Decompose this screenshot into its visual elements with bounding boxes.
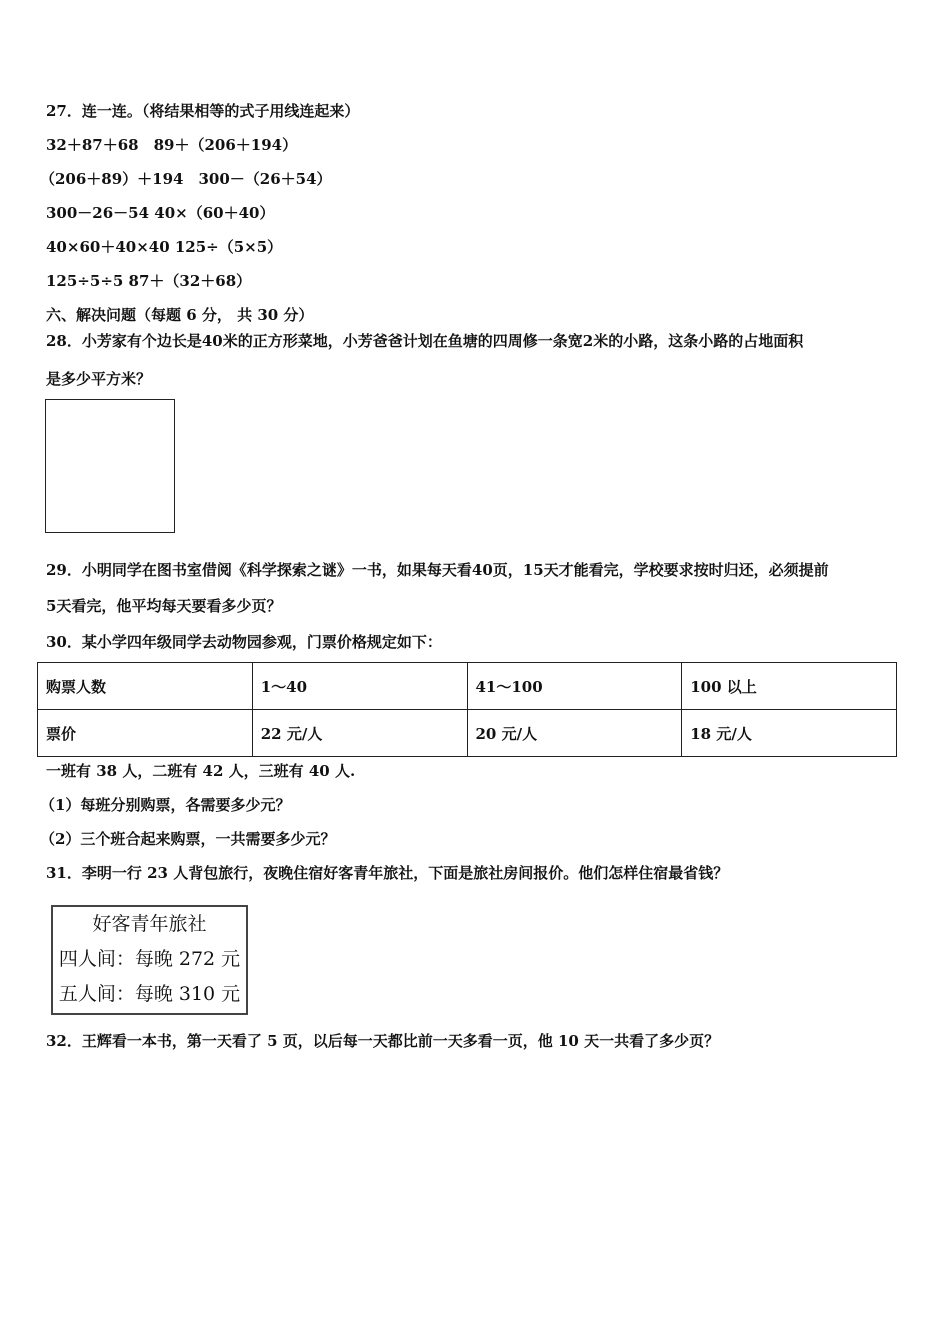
q27-row: 125÷5÷5 87＋（32＋68） — [46, 272, 252, 290]
table-cell: 18 元/人 — [682, 710, 897, 757]
table-cell: 22 元/人 — [252, 710, 467, 757]
q31-title: 31．李明一行 23 人背包旅行，夜晚住宿好客青年旅社，下面是旅社房间报价。他们怎样住宿最省钱？ — [46, 864, 729, 882]
table-cell: 票价 — [38, 710, 253, 757]
table-cell: 购票人数 — [38, 663, 253, 710]
q27-title: 27．连一连。（将结果相等的式子用线连起来） — [46, 102, 360, 120]
table-cell: 1～40 — [252, 663, 467, 710]
q27-row: 300－26－54 40×（60＋40） — [46, 204, 275, 222]
q27-row: 40×60＋40×40 125÷（5×5） — [46, 238, 283, 256]
hostel-price-sign — [51, 905, 248, 1015]
q30-info: 一班有 38 人，二班有 42 人，三班有 40 人. — [46, 762, 356, 780]
q30-title: 30．某小学四年级同学去动物园参观，门票价格规定如下： — [46, 633, 442, 651]
table-cell: 41～100 — [467, 663, 682, 710]
sign-title: 好客青年旅社 — [92, 913, 207, 935]
ticket-price-table — [37, 662, 897, 757]
q32-text: 32．王辉看一本书，第一天看了 5 页，以后每一天都比前一天多看一页，他 10 天一共看了多少页？ — [46, 1032, 720, 1050]
sign-line: 四人间：每晚 272 元 — [58, 948, 241, 970]
q27-row: （206＋89）＋194 300－（26＋54） — [40, 170, 332, 188]
square-field-diagram — [45, 399, 175, 533]
q30-sub: （2）三个班合起来购票，一共需要多少元？ — [40, 830, 336, 848]
table-row — [38, 710, 897, 757]
q28-text: 28．小芳家有个边长是40米的正方形菜地，小芳爸爸计划在鱼塘的四周修一条宽2米的小路，这条小路的占地面积 — [46, 332, 804, 350]
section-heading: 六、解决问题（每题 6 分， 共 30 分） — [46, 306, 314, 324]
table-cell: 100 以上 — [682, 663, 897, 710]
sign-line: 五人间：每晚 310 元 — [58, 983, 241, 1005]
q29-text: 5天看完，他平均每天要看多少页？ — [46, 597, 282, 615]
table-row — [38, 663, 897, 710]
q28-text: 是多少平方米？ — [46, 370, 152, 388]
table-cell: 20 元/人 — [467, 710, 682, 757]
q30-sub: （1）每班分别购票，各需要多少元？ — [40, 796, 291, 814]
q27-row: 32＋87＋68 89＋（206＋194） — [46, 136, 298, 154]
q29-text: 29．小明同学在图书室借阅《科学探索之谜》一书，如果每天看40页，15天才能看完，学校要求按时归还，必须提前 — [46, 561, 829, 579]
